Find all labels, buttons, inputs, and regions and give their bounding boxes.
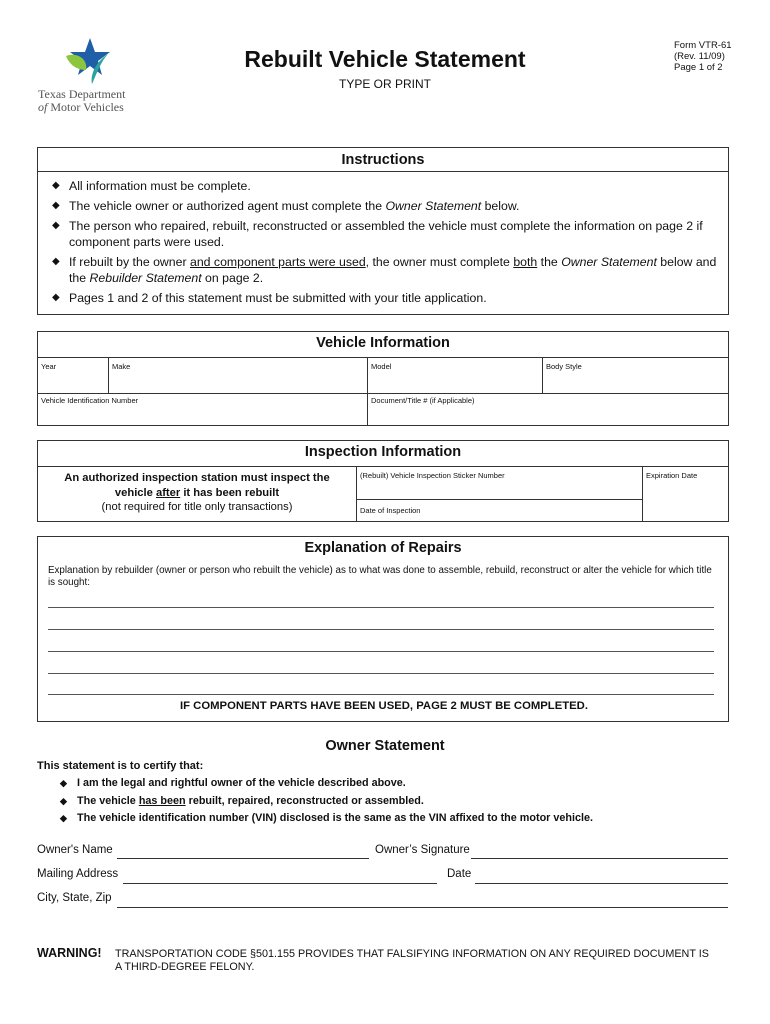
model-field[interactable]: [368, 359, 542, 393]
vin-label: Vehicle Identification Number: [41, 396, 139, 405]
inspection-date-field[interactable]: [357, 503, 642, 522]
warning-text: TRANSPORTATION CODE §501.155 PROVIDES THAT FALSIFYING INFORMATION ON ANY REQUIRED DOCUMENT IS A THIRD-DEGREE FELONY.: [115, 948, 709, 973]
bullet-icon: ◆: [52, 180, 60, 191]
owner-name-label: Owner's Name: [37, 844, 113, 856]
bullet-icon: ◆: [52, 292, 60, 303]
owner-name-field[interactable]: [117, 858, 369, 859]
form-number: Form VTR-61: [674, 40, 732, 51]
explanation-line-4[interactable]: [48, 673, 714, 674]
instructions-list: [38, 172, 728, 306]
owner-signature-label: Owner’s Signature: [375, 844, 470, 856]
page-title: Rebuilt Vehicle Statement: [244, 46, 526, 72]
txdmv-logo: [38, 38, 138, 118]
owner-statement-heading: Owner Statement: [325, 738, 445, 754]
instructions-section: [37, 147, 729, 315]
body-style-label: Body Style: [546, 362, 582, 371]
list-item: ◆ If rebuilt by the owner and component parts were used, the owner must complete both the Owner Statement below and the Rebuilder Statement on page 2.: [52, 255, 717, 285]
mailing-address-label: Mailing Address: [37, 868, 119, 880]
model-label: Model: [371, 362, 392, 371]
list-item: ◆ The vehicle has been rebuilt, repaired, reconstructed or assembled.: [60, 794, 424, 807]
inspection-date-label: Date of Inspection: [360, 506, 421, 515]
explanation-description: Explanation by rebuilder (owner or person who rebuilt the vehicle) as to what was done to assemble, rebuild, reconstruct or alter the vehicle for which title is sought:: [48, 565, 712, 588]
year-label: Year: [41, 362, 57, 371]
owner-signature-field[interactable]: [471, 858, 728, 859]
list-item: ◆ I am the legal and rightful owner of the vehicle described above.: [60, 777, 406, 789]
bullet-icon: ◆: [60, 778, 67, 788]
mailing-address-field[interactable]: [123, 883, 437, 884]
inspection-information-heading: Inspection Information: [38, 441, 728, 467]
inspection-information-section: [37, 440, 729, 522]
component-parts-notice: IF COMPONENT PARTS HAVE BEEN USED, PAGE 2 MUST BE COMPLETED.: [180, 700, 588, 712]
expiration-date-field[interactable]: [643, 468, 728, 522]
agency-name-line2: of Motor Vehicles: [38, 100, 124, 114]
vehicle-information-section: [37, 331, 729, 426]
list-item: ◆ The person who repaired, rebuilt, reconstructed or assembled the vehicle must complete the information on page 2 if component parts were used.: [52, 219, 703, 249]
document-title-field[interactable]: [368, 393, 728, 425]
bullet-icon: ◆: [52, 220, 60, 231]
date-label: Date: [447, 868, 472, 880]
star-logo-icon: [62, 38, 114, 86]
page-subtitle: TYPE OR PRINT: [338, 77, 431, 91]
inspection-note: An authorized inspection station must inspect the vehicle after it has been rebuilt (not required for title only transactions): [64, 472, 330, 513]
vehicle-information-heading: Vehicle Information: [38, 332, 728, 358]
form-meta: [674, 40, 732, 73]
make-label: Make: [112, 362, 131, 371]
list-item: ◆ Pages 1 and 2 of this statement must be submitted with your title application.: [52, 291, 487, 305]
explanation-of-repairs-section: [37, 536, 729, 722]
bullet-icon: ◆: [60, 795, 67, 806]
make-field[interactable]: [109, 359, 367, 393]
sticker-number-field[interactable]: [357, 468, 642, 499]
explanation-line-1[interactable]: [48, 607, 714, 608]
form-revision: (Rev. 11/09): [674, 51, 725, 62]
certify-text: This statement is to certify that:: [37, 760, 204, 772]
explanation-line-5[interactable]: [48, 694, 714, 695]
explanation-heading: Explanation of Repairs: [304, 540, 462, 556]
bullet-icon: ◆: [52, 200, 60, 211]
year-field[interactable]: [38, 359, 108, 393]
warning-label: WARNING!: [37, 946, 102, 960]
list-item: ◆ All information must be complete.: [52, 179, 251, 193]
explanation-line-2[interactable]: [48, 629, 714, 630]
date-field[interactable]: [475, 883, 728, 884]
list-item: ◆ The vehicle owner or authorized agent must complete the Owner Statement below.: [52, 199, 520, 213]
city-state-zip-field[interactable]: [117, 907, 728, 908]
city-state-zip-label: City, State, Zip: [37, 892, 112, 904]
instructions-heading: Instructions: [38, 148, 728, 172]
expiration-date-label: Expiration Date: [646, 471, 698, 480]
sticker-number-label: (Rebuilt) Vehicle Inspection Sticker Number: [360, 471, 505, 480]
owner-statements-list: [60, 777, 593, 830]
bullet-icon: ◆: [52, 256, 60, 267]
form-page: Page 1 of 2: [674, 62, 723, 73]
agency-name-line1: Texas Department: [38, 87, 126, 101]
body-style-field[interactable]: [543, 359, 728, 393]
explanation-line-3[interactable]: [48, 651, 714, 652]
bullet-icon: ◆: [60, 813, 67, 823]
list-item: ◆ The vehicle identification number (VIN) disclosed is the same as the VIN affixed to the motor vehicle.: [60, 812, 593, 824]
vin-field[interactable]: [38, 393, 367, 425]
document-title-label: Document/Title # (if Applicable): [371, 396, 475, 405]
